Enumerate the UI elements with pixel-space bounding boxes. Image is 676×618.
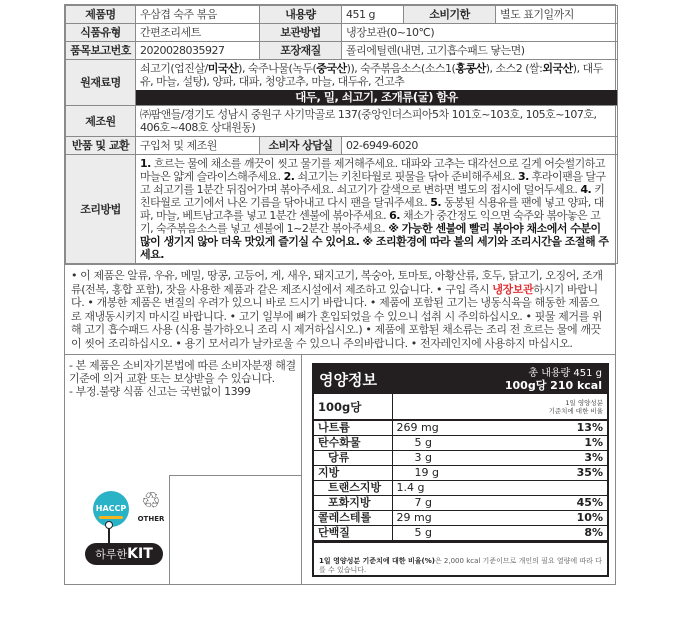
- nutrient-amount: 19 g: [392, 466, 500, 481]
- nutrient-dv: 1%: [500, 436, 608, 451]
- nutrient-amount: 5 g: [392, 436, 500, 451]
- notice-text: • 이 제품은 알류, 우유, 메밀, 땅콩, 고등어, 게, 새우, 돼지고기, 복숭아, 토마토, 아황산류, 호두, 닭고기, 오징어, 조개류(전복, 홍합 포함), 잣을 사용한 제품과 같은 제조시설에서 제조하고 있습니다. • 구입 즉시: [71, 269, 603, 296]
- value-packaging: 폴리에틸렌(내면, 고기흡수패드 닿는면): [342, 42, 618, 60]
- nutrient-name: 단백질: [314, 526, 392, 541]
- nutrient-dv: 8%: [500, 526, 608, 541]
- value-expiry: 별도 표기일까지: [496, 6, 618, 24]
- label-recipe: 조리방법: [66, 155, 136, 264]
- dv-header-line1: 1일 영양성분: [565, 398, 603, 407]
- value-recipe: [136, 155, 618, 264]
- nutrient-name: 포화지방: [314, 496, 392, 511]
- label-net-weight: 내용량: [260, 6, 342, 24]
- ingredients-text: [136, 62, 617, 90]
- step-text: 후라이팬을 달구고 쇠고기를 1분간 뒤집어가며 볶아주세요. 쇠고기가 갈색으로 변하면 별도의 접시에 덜어두세요.: [140, 170, 606, 196]
- pin-icon: [108, 527, 110, 543]
- row-recipe: [66, 155, 618, 264]
- food-label-sheet: [64, 4, 616, 585]
- value-net-weight: 451 g: [342, 6, 404, 24]
- nutrition-column: [302, 355, 615, 584]
- nutrient-dv: 3%: [500, 451, 608, 466]
- precautions-notice: [65, 264, 615, 354]
- step-number: 5.: [430, 196, 442, 209]
- row-ingredients: [66, 60, 618, 106]
- nutrient-amount: 29 mg: [392, 511, 500, 526]
- value-consumer-phone: 02-6949-6020: [342, 137, 618, 155]
- nutrition-facts-panel: [312, 363, 609, 577]
- footnote-bold: 1일 영양성분 기준치에 대한 비율(%): [319, 557, 435, 565]
- nutrient-row-protein: [314, 526, 607, 541]
- nutrient-amount: 1.4 g: [392, 481, 500, 496]
- haccp-logo-icon: HACCP: [93, 491, 129, 527]
- step-number: 3.: [517, 170, 529, 183]
- step-number: 2.: [283, 170, 295, 183]
- label-expiry: 소비기한: [404, 6, 496, 24]
- value-report-number: 2020028035927: [136, 42, 260, 60]
- footnote-text: 은 2,000 kcal 기준이므로 개인의 필요 열량에 따라 다를 수 있습니다.: [319, 557, 602, 574]
- ingredient-part: 쇠고기(업진살/: [140, 62, 208, 75]
- ingredient-part: ), 대두유, 마늘, 설탕), 양파, 대파, 청양고추, 마늘, 대두유, 건고추: [140, 62, 603, 88]
- nutrient-amount: 7 g: [392, 496, 500, 511]
- nutrient-name: 당류: [314, 451, 392, 466]
- label-report-number: 품목보고번호: [66, 42, 136, 60]
- calories-per-100g: 100g당 210 kcal: [504, 378, 602, 392]
- nutrient-name: 콜레스테롤: [314, 511, 392, 526]
- row-manufacturer: [66, 106, 618, 137]
- product-info-table: [65, 5, 618, 264]
- step-text: 채소가 중간정도 익으면 숙주와 볶아놓은 고기, 숙주볶음소스를 넣고 센불에 1~2분간 볶아주세요.: [140, 209, 601, 235]
- nutrient-row-sugars: [314, 451, 607, 466]
- nutrient-row-fat: [314, 466, 607, 481]
- origin-hongkong: 홍콩산: [455, 62, 486, 75]
- recycle-label: OTHER: [137, 515, 165, 523]
- nutrient-name: 탄수화물: [314, 436, 392, 451]
- origin-china: 중국산: [316, 62, 347, 75]
- label-storage: 보관방법: [260, 24, 342, 42]
- label-consumer-center: 소비자 상담실: [260, 137, 342, 155]
- nutrient-row-cholesterol: [314, 511, 607, 526]
- nutrient-dv: 45%: [500, 496, 608, 511]
- value-product-name: 우삼겹 숙주 볶음: [136, 6, 260, 24]
- nutrient-dv: 13%: [500, 420, 608, 436]
- brand-logo: [85, 543, 163, 565]
- nutrient-amount: 3 g: [392, 451, 500, 466]
- step-text: 키친타월로 고기에서 나온 기름을 닦아내고 다시 팬을 달궈주세요.: [140, 183, 605, 209]
- bottom-section: [65, 354, 615, 584]
- ingredient-part: ), 소스2 (쌀:: [485, 62, 543, 75]
- value-manufacturer: ㈜팜앤들/경기도 성남시 중원구 사기막골로 137(중앙인더스피아5차 101호~103호, 105호~107호, 406호~408호 상대원동): [136, 106, 618, 137]
- nutrition-meta: [505, 368, 602, 392]
- nutrition-header: [314, 365, 607, 394]
- row-returns: [66, 137, 618, 155]
- allergy-bar: 대두, 밀, 쇠고기, 조개류(굴) 함유: [136, 90, 617, 105]
- report-hotline-text: - 부정.불량 식품 신고는 국번없이 1399: [69, 385, 251, 398]
- value-storage: 냉장보관(0~10℃): [342, 24, 618, 42]
- nutrient-dv: [500, 481, 608, 496]
- nutrient-row-saturated-fat: [314, 496, 607, 511]
- step-number: 1.: [140, 157, 151, 170]
- nutrient-name: 지방: [314, 466, 392, 481]
- nutrient-amount: 269 mg: [392, 420, 500, 436]
- dv-header-line2: 기준치에 대한 비율: [548, 406, 603, 415]
- origin-foreign: 외국산: [542, 62, 573, 75]
- nutrient-dv: 35%: [500, 466, 608, 481]
- nutrient-row-trans-fat: [314, 481, 607, 496]
- label-ingredients: 원재료명: [66, 60, 136, 106]
- step-number: 6.: [389, 209, 400, 222]
- row-food-type: [66, 24, 618, 42]
- recipe-note: ※ 조리환경에 따라 불의 세기와 조리시간을 조절해 주세요.: [140, 235, 609, 261]
- nutrition-table: [314, 394, 607, 541]
- value-returns: 구입처 및 제조원: [136, 137, 260, 155]
- certification-logos: [83, 483, 173, 578]
- nutrient-row-carbs: [314, 436, 607, 451]
- origin-usa: 미국산: [207, 62, 239, 75]
- label-product-name: 제품명: [66, 6, 136, 24]
- nutrition-table-header: [314, 394, 607, 420]
- recycle-icon: ♲: [141, 489, 161, 514]
- label-packaging: 포장재질: [260, 42, 342, 60]
- nutrient-dv: 10%: [500, 511, 608, 526]
- nutrient-row-sodium: [314, 420, 607, 436]
- dv-header: [392, 394, 607, 420]
- label-manufacturer: 제조원: [66, 106, 136, 137]
- row-product-name: [66, 6, 618, 24]
- step-text: 흐르는 물에 채소를 깨끗이 씻고 물기를 제거해주세요. 대파와 고추는 대각선으로 길게 어슷썰기하고 마늘은 얇게 슬라이스해주세요.: [140, 157, 605, 183]
- nutrient-name: 트랜스지방: [314, 481, 392, 496]
- value-ingredients: [136, 60, 618, 106]
- value-food-type: 간편조리세트: [136, 24, 260, 42]
- step-text: 쇠고기는 키친타월로 핏물을 닦아 준비해주세요.: [294, 170, 518, 183]
- label-food-type: 식품유형: [66, 24, 136, 42]
- row-report-number: [66, 42, 618, 60]
- label-returns: 반품 및 교환: [66, 137, 136, 155]
- nutrition-title: 영양정보: [319, 371, 377, 389]
- nutrition-footnote: [314, 541, 607, 575]
- consumer-info: [65, 355, 301, 402]
- brand-prefix: 하루한: [95, 548, 128, 561]
- consumer-dispute-text: - 본 제품은 소비자기본법에 따른 소비자분쟁 해결기준에 의거 교환 또는 보상받을 수 있습니다.: [69, 359, 296, 385]
- refrigerate-highlight: 냉장보관: [492, 282, 534, 296]
- ingredient-part: ), 숙주나물(녹두(: [238, 62, 317, 75]
- step-number: 4.: [580, 183, 592, 196]
- consumer-info-column: [65, 355, 302, 584]
- blank-box: [169, 475, 302, 585]
- serving-basis: 100g당: [314, 394, 392, 420]
- total-content: 총 내용량 451 g: [528, 367, 602, 379]
- nutrient-amount: 5 g: [392, 526, 500, 541]
- recipe-note: ※ 가능한 센불에 빨리 볶아야 채소에서 수분이 많이 생기지 않아 더욱 맛있게 즐기실 수 있어요.: [140, 222, 601, 248]
- step-text: 동봉된 식용유를 팬에 넣고 양파, 대파, 마늘, 베트남고추를 넣고 1분간 센불에 볶아주세요.: [140, 196, 604, 222]
- ingredient-part: )), 숙주볶음소스(소스1(: [346, 62, 456, 75]
- brand-suffix: KIT: [127, 546, 153, 562]
- notice-text: 하시기 바랍니다. • 개봉한 제품은 변질의 우려가 있으니 바로 드시기 바랍니다. • 제품에 포함된 고기는 냉동식육을 해동한 제품으로 재냉동시키지 마시길 바랍니다. • 고기 일부에 뼈가 혼입되었을 수 있으니 섭취 시 주의하십시오. • 핏물 제거를 위해 고기 흡수패드 사용 (식용 불가하오니 조리 시 제거하십시오.) • 제품에 포함된 채소류는 조리 전 흐르는 물에 깨끗이 씻어 조리하십시오. • 용기 모서리가 날카로울 수 있으니 주의바랍니다. • 전자레인지에 사용하지 마십시오.: [71, 282, 603, 350]
- nutrient-name: 나트륨: [314, 420, 392, 436]
